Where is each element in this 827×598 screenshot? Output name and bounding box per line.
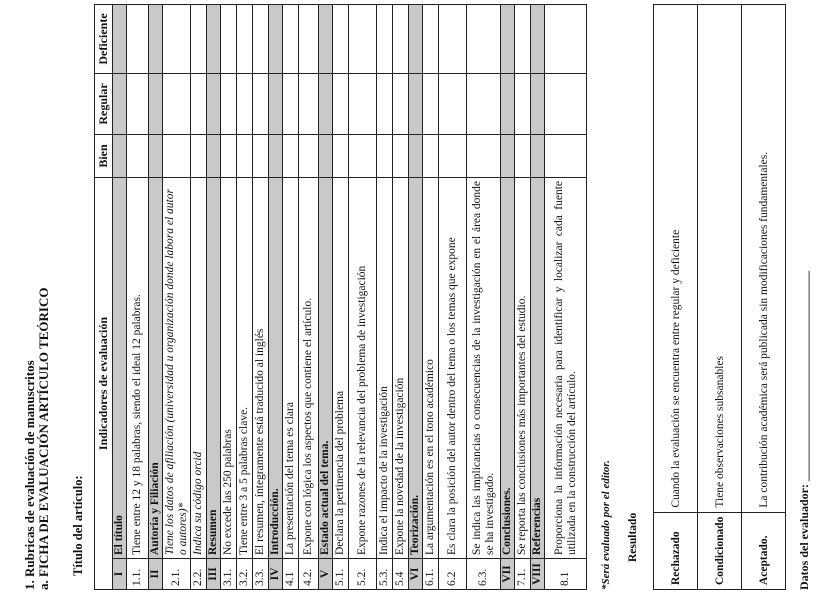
item-number: 2.1. <box>163 559 191 590</box>
form-heading: a. FICHA DE EVALUACIÓN ARTÍCULO TEÓRICO <box>36 287 51 590</box>
regular-cell[interactable] <box>333 74 349 135</box>
table-row <box>439 5 467 590</box>
indicator-text: Tiene entre 12 y 18 palabras, siendo el ideal 12 palabras. <box>127 178 149 559</box>
deficiente-cell[interactable] <box>269 5 283 74</box>
table-row <box>191 5 207 590</box>
indicator-text: No excede las 250 palabras <box>221 178 237 559</box>
indicator-text: Indica el impacto de la investigación <box>377 178 393 559</box>
section-row <box>269 5 283 590</box>
deficiente-cell[interactable] <box>191 5 207 74</box>
regular-cell[interactable] <box>545 74 587 135</box>
indicator-text: Proporciona la información necesaria para identificar y localizar cada fuente utilizada en la construcción del artículo. <box>545 178 587 559</box>
deficiente-cell[interactable] <box>237 5 253 74</box>
deficiente-cell[interactable] <box>333 5 349 74</box>
bien-cell[interactable] <box>299 135 319 178</box>
section-number: I <box>113 559 127 590</box>
deficiente-cell[interactable] <box>253 5 269 74</box>
section-title: Resumen <box>207 178 221 559</box>
article-title-label: Título del artículo: <box>71 475 85 576</box>
regular-cell[interactable] <box>149 74 163 135</box>
section-row <box>319 5 333 590</box>
table-body <box>113 5 587 590</box>
bien-cell[interactable] <box>237 135 253 178</box>
regular-cell[interactable] <box>269 74 283 135</box>
regular-cell[interactable] <box>319 74 333 135</box>
deficiente-cell[interactable] <box>283 5 299 74</box>
result-table <box>653 4 786 590</box>
evaluator-data-line: Datos del evaluador: ___________________________________ <box>797 271 811 590</box>
item-number: 5.3. <box>377 559 393 590</box>
table-row <box>545 5 587 590</box>
result-row <box>654 5 698 590</box>
section-number: IV <box>269 559 283 590</box>
bien-cell[interactable] <box>501 135 515 178</box>
regular-cell[interactable] <box>467 74 501 135</box>
section-row <box>149 5 163 590</box>
deficiente-cell[interactable] <box>423 5 439 74</box>
indicator-text: Se reporta las conclusiones más importantes del estudio. <box>515 178 531 559</box>
item-number: 6.2 <box>439 559 467 590</box>
deficiente-cell[interactable] <box>467 5 501 74</box>
deficiente-cell[interactable] <box>127 5 149 74</box>
table-row <box>253 5 269 590</box>
result-key: Rechazado <box>654 512 698 589</box>
table-row <box>349 5 377 590</box>
indicator-text: Declara la pertinencia del problema <box>333 178 349 559</box>
deficiente-cell[interactable] <box>299 5 319 74</box>
bien-cell[interactable] <box>127 135 149 178</box>
item-number: 1.1. <box>127 559 149 590</box>
regular-cell[interactable] <box>531 74 545 135</box>
bien-header: Bien <box>95 135 113 178</box>
deficiente-cell[interactable] <box>545 5 587 74</box>
bien-cell[interactable] <box>467 135 501 178</box>
indicator-text: Tiene entre 3 a 5 palabras clave. <box>237 178 253 559</box>
indicator-text: Indica su código orcid <box>191 178 207 559</box>
bien-cell[interactable] <box>221 135 237 178</box>
regular-cell[interactable] <box>253 74 269 135</box>
table-row <box>163 5 191 590</box>
indicator-text: Expone con lógica los aspectos que contiene el artículo. <box>299 178 319 559</box>
regular-cell[interactable] <box>501 74 515 135</box>
regular-cell[interactable] <box>127 74 149 135</box>
bien-cell[interactable] <box>163 135 191 178</box>
section-row <box>409 5 423 590</box>
item-number: 5.2. <box>349 559 377 590</box>
regular-cell[interactable] <box>393 74 409 135</box>
bien-cell[interactable] <box>423 135 439 178</box>
table-row <box>283 5 299 590</box>
result-key: Condicionado <box>698 512 742 589</box>
deficiente-cell[interactable] <box>113 5 127 74</box>
bien-cell[interactable] <box>531 135 545 178</box>
deficiente-cell[interactable] <box>501 5 515 74</box>
table-row <box>377 5 393 590</box>
deficiente-cell[interactable] <box>207 5 221 74</box>
section-title: Autoría y Filiación <box>149 178 163 559</box>
deficiente-cell[interactable] <box>393 5 409 74</box>
deficiente-cell[interactable] <box>409 5 423 74</box>
regular-cell[interactable] <box>207 74 221 135</box>
deficiente-cell[interactable] <box>221 5 237 74</box>
table-row <box>515 5 531 590</box>
section-title: Teorización. <box>409 178 423 559</box>
indicators-header: Indicadores de evaluación <box>95 178 113 590</box>
bien-cell[interactable] <box>393 135 409 178</box>
section-title: El título <box>113 178 127 559</box>
item-number: 7.1. <box>515 559 531 590</box>
table-row <box>393 5 409 590</box>
bien-cell[interactable] <box>545 135 587 178</box>
item-number: 3.2. <box>237 559 253 590</box>
section-row <box>501 5 515 590</box>
indicator-text: Se indica las implicancias o consecuencias de la investigación en el área donde se ha investigado. <box>467 178 501 559</box>
bien-cell[interactable] <box>149 135 163 178</box>
table-row <box>237 5 253 590</box>
regular-cell[interactable] <box>299 74 319 135</box>
item-number: 6.3. <box>467 559 501 590</box>
editor-note: *Será evaluado por el editor. <box>600 460 612 590</box>
indicator-text: Expone la novedad de la investigación <box>393 178 409 559</box>
section-number: VIII <box>531 559 545 590</box>
table-row <box>467 5 501 590</box>
item-number: 2.2. <box>191 559 207 590</box>
evaluation-table <box>94 4 587 590</box>
result-description: Cuando la evaluación se encuentra entre regular y deficiente <box>654 5 698 513</box>
regular-cell[interactable] <box>439 74 467 135</box>
item-number: 4.2. <box>299 559 319 590</box>
rubric-heading: 1. Rubricas de evaluación de manuscritos <box>22 360 37 590</box>
indicator-text: La presentación del tema es clara <box>283 178 299 559</box>
bien-cell[interactable] <box>333 135 349 178</box>
regular-cell[interactable] <box>283 74 299 135</box>
item-number: 5.4 <box>393 559 409 590</box>
bien-cell[interactable] <box>113 135 127 178</box>
table-row <box>299 5 319 590</box>
bien-cell[interactable] <box>253 135 269 178</box>
regular-cell[interactable] <box>349 74 377 135</box>
bien-cell[interactable] <box>191 135 207 178</box>
section-title: Referencias <box>531 178 545 559</box>
regular-cell[interactable] <box>237 74 253 135</box>
regular-cell[interactable] <box>163 74 191 135</box>
item-number: 3.1. <box>221 559 237 590</box>
bien-cell[interactable] <box>207 135 221 178</box>
table-row <box>423 5 439 590</box>
section-title: Estado actual del tema. <box>319 178 333 559</box>
bien-cell[interactable] <box>439 135 467 178</box>
regular-cell[interactable] <box>113 74 127 135</box>
section-row <box>207 5 221 590</box>
bien-cell[interactable] <box>319 135 333 178</box>
item-number: 4.1 <box>283 559 299 590</box>
bien-cell[interactable] <box>515 135 531 178</box>
deficiente-cell[interactable] <box>377 5 393 74</box>
section-number: III <box>207 559 221 590</box>
regular-cell[interactable] <box>191 74 207 135</box>
section-number: II <box>149 559 163 590</box>
bien-cell[interactable] <box>269 135 283 178</box>
deficiente-cell[interactable] <box>515 5 531 74</box>
regular-cell[interactable] <box>515 74 531 135</box>
regular-cell[interactable] <box>409 74 423 135</box>
table-row <box>127 5 149 590</box>
regular-cell[interactable] <box>221 74 237 135</box>
deficiente-header: Deficiente <box>95 5 113 74</box>
deficiente-cell[interactable] <box>531 5 545 74</box>
section-number: V <box>319 559 333 590</box>
regular-cell[interactable] <box>423 74 439 135</box>
bien-cell[interactable] <box>409 135 423 178</box>
item-number: 5.1. <box>333 559 349 590</box>
deficiente-cell[interactable] <box>149 5 163 74</box>
section-row <box>113 5 127 590</box>
result-row <box>698 5 742 590</box>
result-row <box>742 5 786 590</box>
indicator-text: Expone razones de la relevancia del problema de investigación <box>349 178 377 559</box>
table-row <box>333 5 349 590</box>
section-number: VII <box>501 559 515 590</box>
result-key: Aceptado. <box>742 512 786 589</box>
indicator-text: La argumentación es en el tono académico <box>423 178 439 559</box>
deficiente-cell[interactable] <box>319 5 333 74</box>
item-number: 8.1 <box>545 559 587 590</box>
section-title: Conclusiones. <box>501 178 515 559</box>
result-description: La contribución académica será publicada sin modificaciones fundamentales. <box>742 5 786 513</box>
indicator-text: Tiene los datos de afiliación (universidad u organización donde labora el autor o autores)* <box>163 178 191 559</box>
regular-header: Regular <box>95 74 113 135</box>
section-title: Introducción. <box>269 178 283 559</box>
indicator-text: El resumen, íntegramente está traducido al inglés <box>253 178 269 559</box>
deficiente-cell[interactable] <box>349 5 377 74</box>
deficiente-cell[interactable] <box>439 5 467 74</box>
bien-cell[interactable] <box>283 135 299 178</box>
item-number: 6.1. <box>423 559 439 590</box>
deficiente-cell[interactable] <box>163 5 191 74</box>
section-row <box>531 5 545 590</box>
bien-cell[interactable] <box>349 135 377 178</box>
result-label: Resultado <box>627 512 639 562</box>
item-number: 3.3. <box>253 559 269 590</box>
indicator-text: Es clara la posición del autor dentro del tema o los temas que expone <box>439 178 467 559</box>
result-description: Tiene observaciones subsanables <box>698 5 742 513</box>
section-number: VI <box>409 559 423 590</box>
bien-cell[interactable] <box>377 135 393 178</box>
table-row <box>221 5 237 590</box>
regular-cell[interactable] <box>377 74 393 135</box>
